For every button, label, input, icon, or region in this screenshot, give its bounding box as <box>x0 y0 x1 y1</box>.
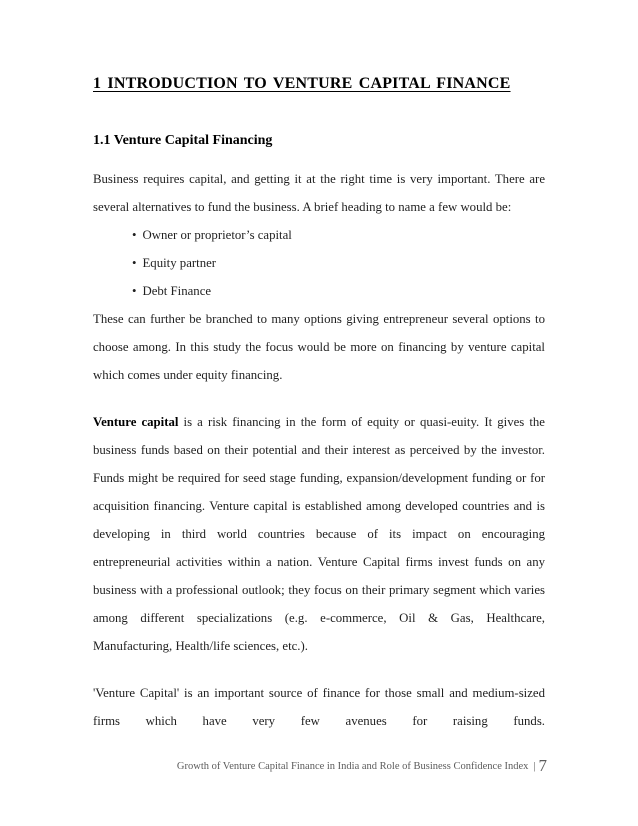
paragraph-closing: 'Venture Capital' is an important source of finance for those small and medium-sized firms which have very few avenues for raising funds. <box>93 686 545 728</box>
list-item <box>132 277 545 305</box>
venture-capital-lead: Venture capital <box>93 415 179 429</box>
footer-separator: | <box>533 761 536 772</box>
bullet-icon: • <box>132 284 137 298</box>
list-item-label: Owner or proprietor’s capital <box>142 228 292 242</box>
venture-capital-text: is a risk financing in the form of equity or quasi-euity. It gives the business funds based on their potential and their interest as perceived by the investor. Funds might be required for seed stage funding, expansion/development funding or for acquisition financing. Venture capital is established among developed countries and is developing in third world countries because of its impact on encouraging entrepreneurial activities within a nation. Venture Capital firms invest funds on any business with a professional outlook; they focus on their primary segment which varies among different specializations (e.g. e-commerce, Oil & Gas, Healthcare, Manufacturing, Health/life sciences, etc.). <box>93 415 545 653</box>
footer-running-title: Growth of Venture Capital Finance in India and Role of Business Confidence Index <box>176 761 529 772</box>
page-footer <box>93 756 547 777</box>
chapter-title: 1 INTRODUCTION TO VENTURE CAPITAL FINANCE <box>93 75 511 92</box>
list-item <box>132 249 545 277</box>
list-item <box>132 221 545 249</box>
paragraph-intro: Business requires capital, and getting it at the right time is very important. There are several alternatives to fund the business. A brief heading to name a few would be: <box>93 172 545 214</box>
section-heading: 1.1 Venture Capital Financing <box>93 133 273 148</box>
paragraph-branching: These can further be branched to many options giving entrepreneur several options to choose among. In this study the focus would be more on financing by venture capital which comes under equity financing. <box>93 312 545 382</box>
page-number: 7 <box>538 756 547 775</box>
bullet-icon: • <box>132 228 137 242</box>
list-item-label: Debt Finance <box>142 284 212 298</box>
paragraph-venture-capital <box>93 408 545 660</box>
funding-options-list <box>93 221 545 305</box>
bullet-icon: • <box>132 256 137 270</box>
list-item-label: Equity partner <box>142 256 217 270</box>
